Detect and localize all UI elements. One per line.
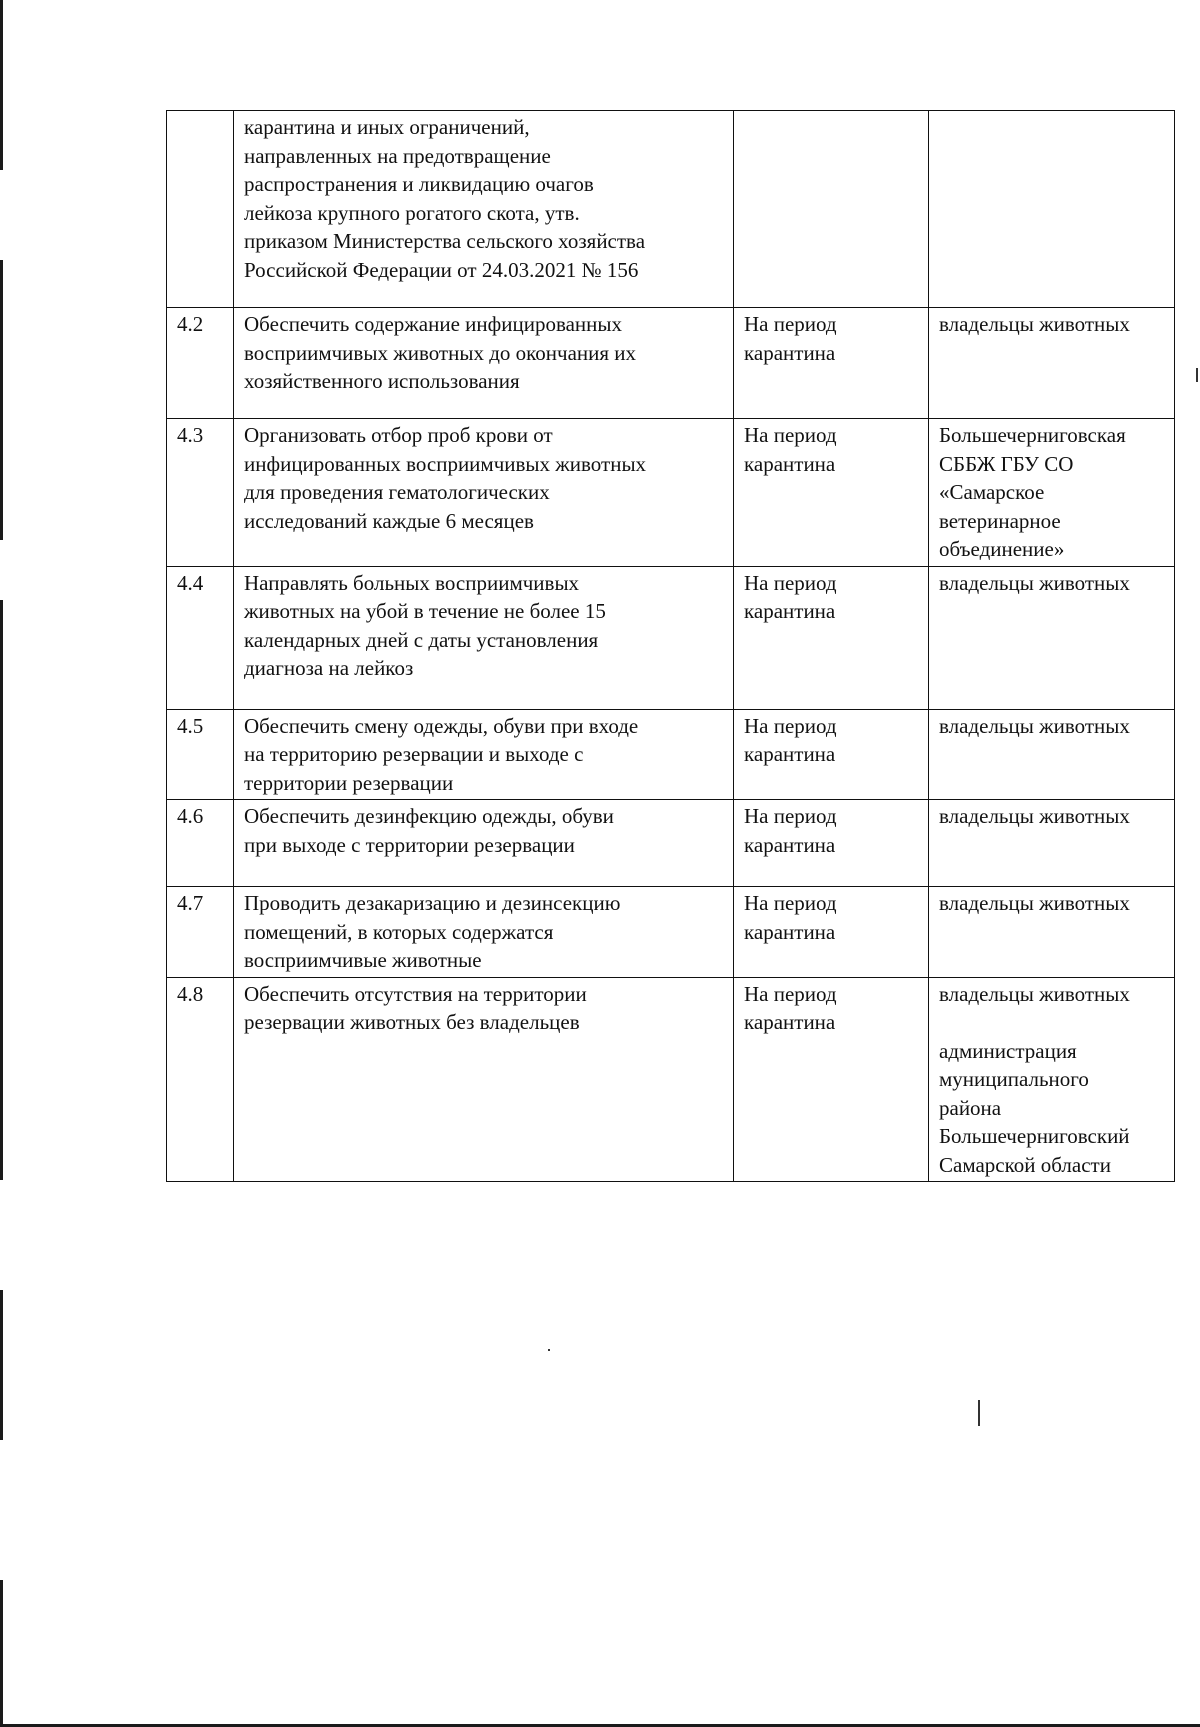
row-number — [167, 709, 234, 800]
row-number — [167, 977, 234, 1182]
period-text: На период карантина — [744, 570, 837, 623]
responsible-cell — [929, 977, 1175, 1182]
period-text: На период карантина — [744, 312, 837, 365]
period-text: На период карантина — [744, 713, 837, 766]
responsible-cell — [929, 566, 1175, 709]
row-number — [167, 308, 234, 419]
row-number-text: 4.3 — [177, 423, 204, 447]
measure-text: Направлять больных восприимчивых животных на убой в течение не более 15 календарных дней с даты установления диагноза на лейкоз — [244, 570, 606, 680]
responsible-cell — [929, 308, 1175, 419]
table-row — [167, 419, 1175, 567]
table-row — [167, 308, 1175, 419]
measure-text: Обеспечить содержание инфицированных восприимчивых животных до окончания их хозяйственного использования — [244, 312, 637, 393]
measure-text: Проводить дезакаризацию и дезинсекцию помещений, в которых содержатся восприимчивые животные — [244, 891, 621, 972]
responsible-text: владельцы животных — [939, 804, 1130, 828]
measures-table — [166, 110, 1175, 1182]
row-number — [167, 566, 234, 709]
row-number-text: 4.5 — [177, 713, 204, 738]
measure-text: Обеспечить отсутствия на территории резервации животных без владельцев — [244, 981, 587, 1034]
responsible-text: владельцы животных — [939, 713, 1130, 738]
table-row — [167, 800, 1175, 887]
period-text: На период карантина — [744, 804, 837, 857]
measure-text: Обеспечить дезинфекцию одежды, обуви при выходе с территории резервации — [244, 804, 614, 857]
row-number-text: 4.7 — [177, 891, 204, 915]
measure-cell — [234, 111, 734, 308]
row-number — [167, 800, 234, 887]
scan-edge-gap — [0, 540, 3, 600]
period-text: На период карантина — [744, 423, 837, 476]
responsible-cell — [929, 709, 1175, 800]
row-number-text: 4.2 — [177, 312, 204, 336]
period-cell — [734, 887, 929, 978]
responsible-cell — [929, 887, 1175, 978]
responsible-text: владельцы животных — [939, 570, 1130, 595]
scan-edge-gap — [0, 1180, 3, 1290]
period-cell — [734, 800, 929, 887]
table-row — [167, 709, 1175, 800]
measure-cell — [234, 308, 734, 419]
row-number-text: 4.8 — [177, 981, 204, 1006]
measure-text: Обеспечить смену одежды, обуви при входе на территорию резервации и выходе с территории резервации — [244, 713, 639, 795]
row-number — [167, 419, 234, 567]
responsible-cell — [929, 419, 1175, 567]
scan-speck — [548, 1349, 550, 1351]
table-row — [167, 566, 1175, 709]
period-cell — [734, 308, 929, 419]
measure-cell — [234, 800, 734, 887]
measure-text: Организовать отбор проб крови от инфицированных восприимчивых животных для проведения гематологических исследований каждые 6 месяцев — [244, 423, 647, 533]
period-cell — [734, 566, 929, 709]
responsible-text: владельцы животных — [939, 891, 1130, 915]
period-text: На период карантина — [744, 981, 837, 1034]
period-cell — [734, 709, 929, 800]
responsible-cell — [929, 800, 1175, 887]
scan-speck — [978, 1400, 980, 1426]
measure-cell — [234, 566, 734, 709]
table-row — [167, 977, 1175, 1182]
row-number — [167, 111, 234, 308]
period-cell — [734, 419, 929, 567]
measure-text: карантина и иных ограничений, направленных на предотвращение распространения и ликвидацию очагов лейкоза крупного рогатого скота, утв. приказом Министерства сельского хозяйства Российской Федерации от 24.03.2021 № 156 — [244, 115, 646, 282]
row-number-text: 4.4 — [177, 570, 204, 595]
measure-cell — [234, 887, 734, 978]
responsible-text: Большечерниговская СББЖ ГБУ СО «Самарское ветеринарное объединение» — [939, 423, 1126, 561]
measure-cell — [234, 977, 734, 1182]
period-cell — [734, 111, 929, 308]
responsible-cell — [929, 111, 1175, 308]
responsible-text: владельцы животных администрация муниципального района Большечерниговский Самарской области — [939, 981, 1130, 1177]
period-text: На период карантина — [744, 891, 837, 944]
measure-cell — [234, 419, 734, 567]
scan-edge-gap — [0, 170, 3, 260]
table-row — [167, 887, 1175, 978]
scan-speck — [1196, 368, 1198, 382]
period-cell — [734, 977, 929, 1182]
table-row — [167, 111, 1175, 308]
row-number — [167, 887, 234, 978]
row-number-text: 4.6 — [177, 804, 204, 828]
scan-edge-gap — [0, 1440, 3, 1580]
responsible-text: владельцы животных — [939, 312, 1130, 336]
measure-cell — [234, 709, 734, 800]
